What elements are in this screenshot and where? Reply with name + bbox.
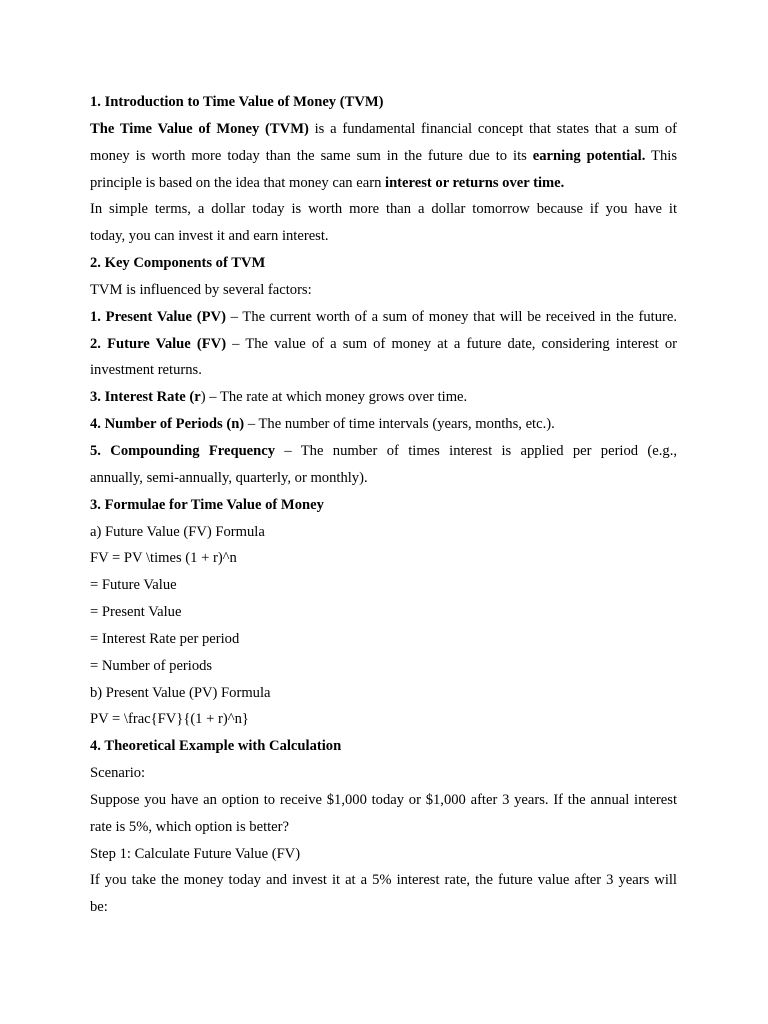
component-item-continuation: annually, semi-annually, quarterly, or monthly). — [90, 469, 368, 486]
component-item-periods: 4. Number of Periods (n) – The number of time intervals (years, months, etc.). — [90, 416, 555, 433]
section-1-heading: 1. Introduction to Time Value of Money (TVM) — [90, 94, 384, 110]
section-2-heading: 2. Key Components of TVM — [90, 255, 266, 272]
document-page — [90, 89, 677, 921]
component-item-interest-rate: 3. Interest Rate (r) – The rate at which money grows over time. — [90, 389, 468, 406]
pv-formula: PV = \frac{FV}{(1 + r)^n} — [90, 711, 249, 728]
component-item-continuation: investment returns. — [90, 362, 202, 379]
pv-formula-title: b) Present Value (PV) Formula — [90, 684, 271, 701]
component-item-compounding: 5. Compounding Frequency – The number of times interest is applied per period (e.g., — [90, 442, 677, 459]
component-item-future-value: 2. Future Value (FV) – The value of a sum of money at a future date, considering interest or — [90, 335, 677, 352]
paragraph-line: In simple terms, a dollar today is worth more than a dollar tomorrow because if you have it — [90, 201, 677, 218]
formula-definition: = Present Value — [90, 604, 182, 621]
paragraph-line: Suppose you have an option to receive $1,000 today or $1,000 after 3 years. If the annual interest — [90, 791, 677, 808]
paragraph-line: The Time Value of Money (TVM) is a fundamental financial concept that states that a sum of — [90, 120, 677, 137]
paragraph-line: today, you can invest it and earn interest. — [90, 228, 329, 245]
section-2-intro: TVM is influenced by several factors: — [90, 281, 312, 298]
fv-formula-title: a) Future Value (FV) Formula — [90, 523, 265, 540]
paragraph-line: be: — [90, 899, 108, 916]
interest-returns-term: interest or returns over time. — [385, 174, 565, 191]
section-4-heading: 4. Theoretical Example with Calculation — [90, 738, 342, 755]
paragraph-line: money is worth more today than the same sum in the future due to its earning potential. This — [90, 147, 677, 164]
paragraph-line: If you take the money today and invest it at a 5% interest rate, the future value after 3 years will — [90, 872, 677, 889]
formula-definition: = Future Value — [90, 577, 177, 594]
step-1-title: Step 1: Calculate Future Value (FV) — [90, 845, 301, 862]
scenario-label: Scenario: — [90, 765, 146, 782]
paragraph-line: rate is 5%, which option is better? — [90, 818, 289, 835]
earning-potential-term: earning potential. — [532, 147, 646, 164]
formula-definition: = Interest Rate per period — [90, 630, 240, 647]
section-3-heading: 3. Formulae for Time Value of Money — [90, 496, 324, 513]
component-item-present-value: 1. Present Value (PV) – The current worth of a sum of money that will be received in the future. — [90, 308, 677, 325]
formula-definition: = Number of periods — [90, 657, 213, 674]
fv-formula: FV = PV \times (1 + r)^n — [90, 550, 237, 567]
tvm-term: The Time Value of Money (TVM) — [90, 120, 309, 137]
paragraph-line: principle is based on the idea that money can earn interest or returns over time. — [90, 174, 565, 191]
